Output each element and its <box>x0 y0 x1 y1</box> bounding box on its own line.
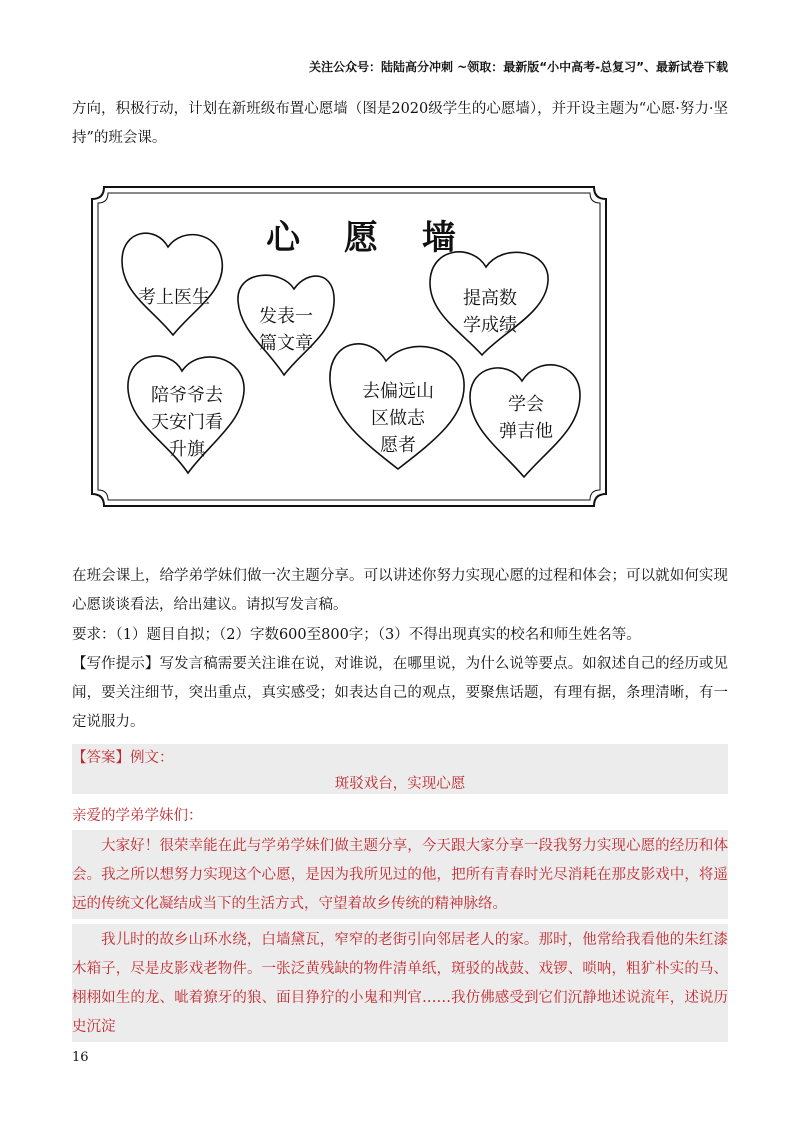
essay-title: 斑驳戏台，实现心愿 <box>334 776 466 792</box>
intro-paragraph: 方向，积极行动，计划在新班级布置心愿墙（图是2020级学生的心愿墙），并开设主题为“心愿·努力·坚持”的班会课。 <box>72 101 728 146</box>
heart-text-5 <box>340 378 456 459</box>
heart-line: 弹吉他 <box>499 421 553 442</box>
heart-line: 学成绩 <box>463 315 517 336</box>
task-paragraph: 在班会课上，给学弟学妹们做一次主题分享。可以讲述你努力实现心愿的过程和体会；可以就如何实现心愿谈谈看法，给出建议。请拟写发言稿。 <box>72 568 728 613</box>
heart-line: 发表一 <box>259 306 313 327</box>
heart-line: 天安门看 <box>151 412 223 433</box>
heart-text-3 <box>440 285 540 339</box>
heart-text-1 <box>126 284 222 311</box>
heart-text-2 <box>240 303 332 357</box>
writing-hint-paragraph: 【写作提示】写发言稿需要关注谁在说，对谁说，在哪里说，为什么说等要点。如叙述自己的经历或见闻，要关注细节，突出重点，真实感受；如表达自己的观点，要聚焦话题，有理有据，条理清晰，有一定说服力。 <box>72 656 728 730</box>
essay-paragraph-2: 我儿时的故乡山环水绕，白墙黛瓦，窄窄的老街引向邻居老人的家。那时，他常给我看他的朱红漆木箱子，尽是皮影戏老物件。一张泛黄残缺的物件清单纸，斑驳的战鼓、戏锣、唢呐，粗犷朴实的马、栩栩如生的龙、呲着獠牙的狼、面目狰狞的小鬼和判官……我仿佛感受到它们沉静地述说流年，述说历史沉淀 <box>72 924 728 1042</box>
heart-text-4 <box>132 382 242 463</box>
essay-paragraph-1: 大家好！很荣幸能在此与学弟学妹们做主题分享，今天跟大家分享一段我努力实现心愿的经历和体会。我之所以想努力实现这个心愿，是因为我所见过的他，把所有青春时光尽消耗在那皮影戏中，将遥远的传统文化凝结成当下的生活方式，守望着故乡传统的精神脉络。 <box>72 830 728 919</box>
heart-line: 区做志 <box>371 408 425 429</box>
heart-line: 愿者 <box>380 435 416 456</box>
heart-text-6 <box>478 391 574 445</box>
heart-line: 考上医生 <box>138 287 210 308</box>
answer-label: 【答案】例文： <box>72 750 174 766</box>
header-note: 关注公众号：陆陆高分冲刺 ~领取：最新版“小中高考-总复习”、最新试卷下载 <box>309 60 728 74</box>
heart-line: 篇文章 <box>259 333 313 354</box>
essay-salutation: 亲爱的学弟学妹们： <box>72 808 203 824</box>
heart-line: 陪爷爷去 <box>151 385 223 406</box>
wish-wall-figure <box>90 185 608 508</box>
requirements-paragraph: 要求：（1）题目自拟；（2）字数600至800字；（3）不得出现真实的校名和师生姓名等。 <box>72 627 641 643</box>
heart-line: 升旗 <box>169 439 205 460</box>
heart-line: 提高数 <box>463 288 517 309</box>
wish-wall-title: 心 愿 墙 <box>266 218 472 258</box>
heart-line: 学会 <box>508 394 544 415</box>
page-number: 16 <box>72 1050 89 1065</box>
heart-line: 去偏远山 <box>362 381 434 402</box>
